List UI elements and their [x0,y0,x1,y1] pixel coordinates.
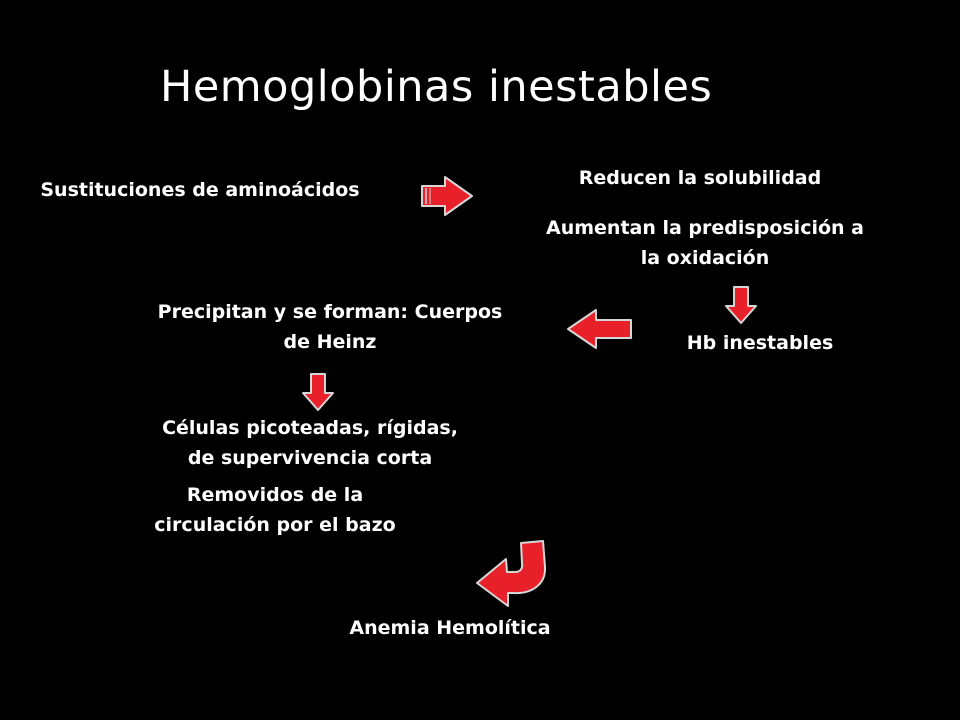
node-reducen-solubilidad: Reducen la solubilidad [578,167,822,189]
node-sustituciones: Sustituciones de aminoácidos [40,179,360,201]
arrow-down-icon [726,287,756,323]
slide-title: Hemoglobinas inestables [160,62,713,112]
node-removidos-bazo: Removidos de la circulación por el bazo [154,484,396,536]
arrow-left-icon [568,310,631,348]
node-celulas-picoteadas: Células picoteadas, rígidas, de supervivencia corta [162,417,458,469]
node-hb-inestables: Hb inestables [686,332,834,354]
curved-arrow-icon [477,541,545,606]
node-precipitan-cuerpos-heinz: Precipitan y se forman: Cuerpos de Heinz [157,301,503,353]
arrow-right-icon [422,177,472,215]
node-anemia-hemolitica: Anemia Hemolítica [349,617,551,639]
arrow-down-icon [303,374,333,410]
node-predisposicion-oxidacion: Aumentan la predisposición a la oxidación [546,217,864,269]
